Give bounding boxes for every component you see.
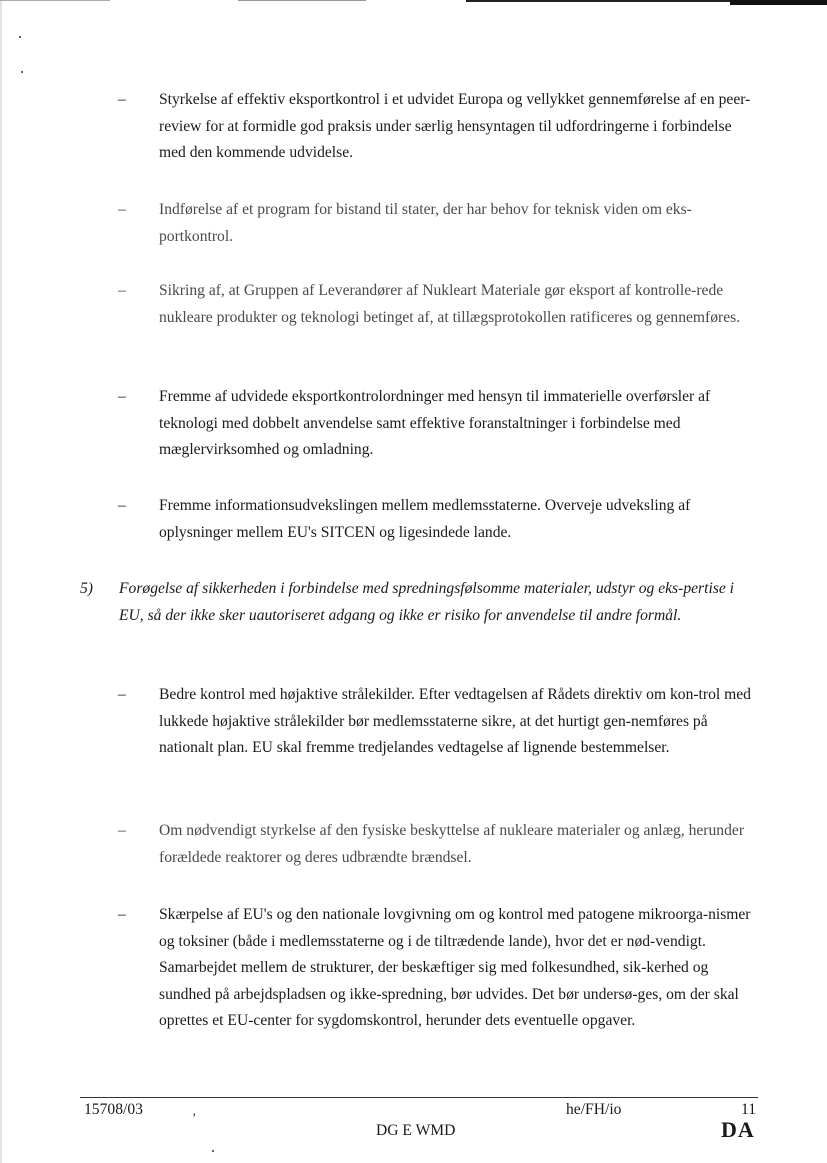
bullet-text: Fremme af udvidede eksportkontrolordninger med hensyn til immaterielle overførsler af teknologi med dobbelt anvendelse samt effektive foranstaltninger i forbindelse med mæglervirksomhed og omladning. <box>159 388 711 458</box>
bullet-item <box>118 87 768 167</box>
bullet-dash: – <box>118 282 126 299</box>
section-title: Forøgelse af sikkerheden i forbindelse med spredningsfølsomme materialer, udstyr og eks-pertise i EU, så der ikke sker uautoriseret adgang og ikke er risiko for anvendelse til andre formål. <box>119 580 734 624</box>
section-number: 5) <box>80 580 93 597</box>
bullet-item <box>118 493 768 546</box>
bullet-item <box>118 278 768 331</box>
scan-speck <box>19 36 21 38</box>
scan-artifact-line <box>238 0 366 1</box>
bullet-text: Skærpelse af EU's og den nationale lovgivning om og kontrol med patogene mikroorga-nismer og toksiner (både i medlemsstaterne og i de tiltrædende lande), hvor det er nød-vendigt. Samarbejdet mellem de strukturer, der beskæftiger sig med folkesundhed, sik-kerhed og sundhed på arbejdspladsen og ikke-spredning, bør udvides. Det bør undersø-ges, om der skal oprettes et EU-center for sygdomskontrol, herunder dets eventuelle opgaver. <box>159 906 751 1029</box>
footer-mark: ‚ <box>192 1103 197 1118</box>
bullet-dash: – <box>118 822 126 839</box>
language-code: DA <box>721 1117 755 1142</box>
directorate-code: DG E WMD <box>376 1122 456 1139</box>
bullet-text: Om nødvendigt styrkelse af den fysiske beskyttelse af nukleare materialer og anlæg, herunder forældede reaktorer og deres udbrændte brændsel. <box>159 822 745 866</box>
bullet-dash: – <box>118 497 126 514</box>
bullet-text: Fremme informationsudvekslingen mellem medlemsstaterne. Overveje udveksling af oplysninger mellem EU's SITCEN og ligesindede lande. <box>159 497 691 541</box>
bullet-text: Bedre kontrol med højaktive strålekilder. Efter vedtagelsen af Rådets direktiv om kon-trol med lukkede højaktive strålekilder bør medlemsstaterne sikre, at det hurtigt gen-nemføres på nationalt plan. EU skal fremme tredjelandes vedtagelse af lignende bestemmelser. <box>159 686 751 756</box>
bullet-dash: – <box>118 91 126 108</box>
bullet-dash: – <box>118 686 126 703</box>
scan-artifact-bar <box>730 0 827 5</box>
scan-artifact-line <box>0 0 110 1</box>
bullet-item <box>118 384 768 464</box>
section-heading <box>80 576 780 629</box>
bullet-dash: – <box>118 388 126 405</box>
page-number: 11 <box>741 1101 757 1118</box>
bullet-text: Indførelse af et program for bistand til stater, der har behov for teknisk viden om eks-portkontrol. <box>159 201 692 245</box>
scan-left-edge <box>0 0 2 1163</box>
bullet-text: Styrkelse af effektiv eksportkontrol i et udvidet Europa og vellykket gennemførelse af en peer-review for at formidle god praksis under særlig hensyntagen til udfordringerne i forbindelse med den kommende udvidelse. <box>159 91 751 161</box>
author-initials: he/FH/io <box>566 1101 622 1118</box>
scan-speck <box>212 1150 214 1152</box>
bullet-item <box>118 902 768 1035</box>
bullet-dash: – <box>118 906 126 923</box>
bullet-item <box>118 818 768 871</box>
bullet-item <box>118 197 768 250</box>
scan-speck <box>21 71 23 73</box>
bullet-item <box>118 682 768 762</box>
bullet-text: Sikring af, at Gruppen af Leverandører af Nukleart Materiale gør eksport af kontrolle-rede nukleare produkter og teknologi betinget af, at tillægsprotokollen ratificeres og gennemføres. <box>159 282 741 326</box>
bullet-dash: – <box>118 201 126 218</box>
footer-rule <box>80 1097 758 1098</box>
document-number: 15708/03 <box>84 1101 143 1118</box>
